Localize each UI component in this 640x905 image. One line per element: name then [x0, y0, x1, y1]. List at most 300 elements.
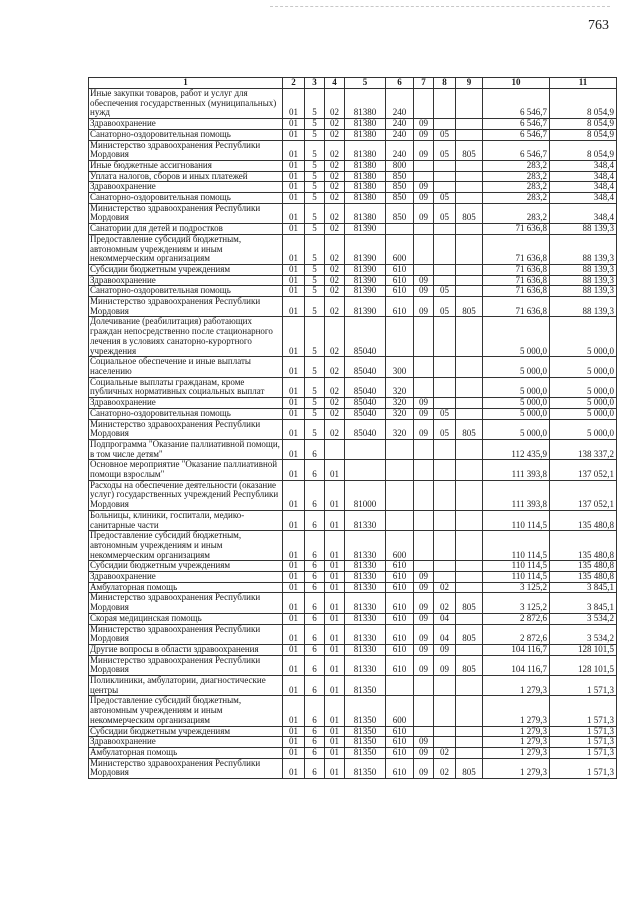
- cell-expense-type: 320: [386, 419, 414, 439]
- cell-program: 5: [305, 129, 325, 140]
- cell-section: 09: [414, 398, 434, 409]
- cell-subprogram: 02: [325, 357, 345, 377]
- cell-amount-2021: 138 337,2: [550, 439, 617, 459]
- cell-program: 5: [305, 140, 325, 160]
- cell-subsection: [434, 89, 456, 119]
- cell-direction: 81330: [345, 531, 386, 561]
- cell-section: 09: [414, 582, 434, 593]
- cell-department: [456, 480, 483, 510]
- cell-section: [414, 510, 434, 530]
- cell-subprogram: 02: [325, 160, 345, 171]
- budget-table: [88, 77, 617, 779]
- row-label: Предоставление субсидий бюджетным, автономным учреждениям и иным некоммерческим организациям: [89, 234, 283, 264]
- cell-ministry: 01: [283, 624, 305, 644]
- cell-subprogram: 02: [325, 317, 345, 357]
- cell-expense-type: 600: [386, 531, 414, 561]
- table-row: [89, 758, 617, 778]
- cell-subprogram: 01: [325, 531, 345, 561]
- cell-program: 5: [305, 297, 325, 317]
- cell-subsection: 02: [434, 758, 456, 778]
- cell-expense-type: 240: [386, 119, 414, 130]
- row-label: Здравоохранение: [89, 737, 283, 748]
- cell-direction: 81350: [345, 726, 386, 737]
- cell-subprogram: 01: [325, 582, 345, 593]
- cell-program: 5: [305, 286, 325, 297]
- cell-program: 5: [305, 160, 325, 171]
- cell-section: [414, 480, 434, 510]
- cell-amount-2020: 110 114,5: [483, 572, 550, 583]
- cell-program: 6: [305, 582, 325, 593]
- cell-subsection: [434, 572, 456, 583]
- cell-ministry: 01: [283, 224, 305, 235]
- table-row: [89, 624, 617, 644]
- row-label: Здравоохранение: [89, 275, 283, 286]
- cell-ministry: 01: [283, 357, 305, 377]
- cell-amount-2020: 5 000,0: [483, 408, 550, 419]
- cell-expense-type: 600: [386, 696, 414, 726]
- cell-section: 09: [414, 613, 434, 624]
- cell-section: 09: [414, 655, 434, 675]
- cell-direction: 81000: [345, 480, 386, 510]
- row-label: Предоставление субсидий бюджетным, автономным учреждениям и иным некоммерческим организациям: [89, 696, 283, 726]
- cell-ministry: 01: [283, 561, 305, 572]
- cell-section: 09: [414, 193, 434, 204]
- cell-section: [414, 160, 434, 171]
- cell-amount-2021: 135 480,8: [550, 572, 617, 583]
- cell-program: 5: [305, 193, 325, 204]
- row-label: Министерство здравоохранения Республики Мордовия: [89, 140, 283, 160]
- cell-section: 09: [414, 624, 434, 644]
- cell-expense-type: 610: [386, 748, 414, 759]
- cell-department: [456, 357, 483, 377]
- cell-expense-type: [386, 480, 414, 510]
- cell-expense-type: 600: [386, 234, 414, 264]
- cell-amount-2021: 88 139,3: [550, 234, 617, 264]
- cell-department: [456, 561, 483, 572]
- table-row: [89, 419, 617, 439]
- cell-subprogram: 01: [325, 676, 345, 696]
- cell-amount-2020: 6 546,7: [483, 119, 550, 130]
- row-label: Здравоохранение: [89, 572, 283, 583]
- cell-direction: 81390: [345, 234, 386, 264]
- cell-direction: 81330: [345, 644, 386, 655]
- cell-program: 6: [305, 439, 325, 459]
- cell-expense-type: [386, 676, 414, 696]
- cell-expense-type: 300: [386, 357, 414, 377]
- cell-department: 805: [456, 593, 483, 613]
- cell-amount-2021: 135 480,8: [550, 531, 617, 561]
- cell-ministry: 01: [283, 758, 305, 778]
- cell-amount-2020: 5 000,0: [483, 398, 550, 409]
- cell-amount-2020: 1 279,3: [483, 696, 550, 726]
- row-label: Субсидии бюджетным учреждениям: [89, 264, 283, 275]
- cell-amount-2020: 6 546,7: [483, 140, 550, 160]
- cell-amount-2020: 71 636,8: [483, 286, 550, 297]
- cell-subsection: [434, 480, 456, 510]
- cell-amount-2021: 1 571,3: [550, 737, 617, 748]
- cell-subprogram: 02: [325, 234, 345, 264]
- cell-expense-type: 800: [386, 160, 414, 171]
- cell-amount-2020: 104 116,7: [483, 655, 550, 675]
- cell-expense-type: 850: [386, 203, 414, 223]
- cell-department: [456, 275, 483, 286]
- cell-amount-2020: 283,2: [483, 160, 550, 171]
- row-label: Министерство здравоохранения Республики Мордовия: [89, 655, 283, 675]
- row-label: Министерство здравоохранения Республики Мордовия: [89, 419, 283, 439]
- cell-department: [456, 696, 483, 726]
- cell-subprogram: 01: [325, 655, 345, 675]
- cell-direction: 81380: [345, 171, 386, 182]
- cell-direction: 81330: [345, 593, 386, 613]
- table-row: [89, 737, 617, 748]
- cell-department: [456, 182, 483, 193]
- cell-program: 5: [305, 419, 325, 439]
- cell-expense-type: 610: [386, 624, 414, 644]
- cell-subprogram: 02: [325, 171, 345, 182]
- cell-subsection: 05: [434, 129, 456, 140]
- cell-subsection: [434, 182, 456, 193]
- cell-section: 09: [414, 644, 434, 655]
- row-label: Подпрограмма "Оказание паллиативной помощи, в том числе детям": [89, 439, 283, 459]
- cell-subsection: [434, 561, 456, 572]
- cell-direction: 81390: [345, 264, 386, 275]
- cell-direction: 81380: [345, 119, 386, 130]
- row-label: Долечивание (реабилитация) работающих граждан непосредственно после стационарного лечения в условиях санаторно-курортного учреждения: [89, 317, 283, 357]
- row-label: Санаторно-оздоровительная помощь: [89, 408, 283, 419]
- cell-subprogram: 01: [325, 460, 345, 480]
- cell-program: 6: [305, 510, 325, 530]
- cell-subsection: [434, 439, 456, 459]
- cell-amount-2021: 8 054,9: [550, 140, 617, 160]
- cell-amount-2020: 3 125,2: [483, 593, 550, 613]
- cell-department: [456, 572, 483, 583]
- cell-amount-2020: 71 636,8: [483, 224, 550, 235]
- cell-direction: 81380: [345, 203, 386, 223]
- table-row: [89, 655, 617, 675]
- cell-subprogram: 02: [325, 182, 345, 193]
- row-label: Основное мероприятие "Оказание паллиативной помощи взрослым": [89, 460, 283, 480]
- cell-direction: 81390: [345, 286, 386, 297]
- cell-expense-type: 320: [386, 377, 414, 397]
- cell-amount-2020: 283,2: [483, 203, 550, 223]
- cell-subprogram: 02: [325, 89, 345, 119]
- cell-section: [414, 377, 434, 397]
- table-row: [89, 593, 617, 613]
- cell-expense-type: 240: [386, 140, 414, 160]
- table-row: [89, 561, 617, 572]
- table-row: [89, 275, 617, 286]
- column-header: 2: [283, 78, 305, 89]
- cell-department: [456, 510, 483, 530]
- cell-amount-2021: 128 101,5: [550, 655, 617, 675]
- cell-ministry: 01: [283, 160, 305, 171]
- cell-amount-2021: 135 480,8: [550, 561, 617, 572]
- cell-department: [456, 377, 483, 397]
- cell-section: [414, 726, 434, 737]
- cell-program: 5: [305, 408, 325, 419]
- cell-section: [414, 317, 434, 357]
- cell-ministry: 01: [283, 655, 305, 675]
- cell-ministry: 01: [283, 439, 305, 459]
- cell-program: 6: [305, 531, 325, 561]
- cell-department: [456, 129, 483, 140]
- cell-department: [456, 286, 483, 297]
- cell-expense-type: 610: [386, 726, 414, 737]
- cell-program: 6: [305, 676, 325, 696]
- column-header: 11: [550, 78, 617, 89]
- cell-department: [456, 676, 483, 696]
- cell-direction: [345, 439, 386, 459]
- cell-subsection: 05: [434, 408, 456, 419]
- cell-ministry: 01: [283, 119, 305, 130]
- cell-amount-2020: 283,2: [483, 182, 550, 193]
- table-row: [89, 203, 617, 223]
- cell-section: 09: [414, 419, 434, 439]
- cell-amount-2020: 110 114,5: [483, 561, 550, 572]
- cell-ministry: 01: [283, 419, 305, 439]
- cell-direction: 81350: [345, 676, 386, 696]
- cell-ministry: 01: [283, 129, 305, 140]
- cell-amount-2020: 110 114,5: [483, 510, 550, 530]
- cell-ministry: 01: [283, 408, 305, 419]
- cell-department: [456, 460, 483, 480]
- cell-direction: 81350: [345, 748, 386, 759]
- cell-subsection: [434, 224, 456, 235]
- cell-ministry: 01: [283, 89, 305, 119]
- table-row: [89, 510, 617, 530]
- cell-department: [456, 160, 483, 171]
- cell-department: [456, 398, 483, 409]
- cell-expense-type: 610: [386, 737, 414, 748]
- table-row: [89, 460, 617, 480]
- cell-program: 6: [305, 572, 325, 583]
- column-header: 6: [386, 78, 414, 89]
- cell-amount-2020: 5 000,0: [483, 419, 550, 439]
- cell-subsection: 09: [434, 655, 456, 675]
- cell-amount-2021: 5 000,0: [550, 419, 617, 439]
- cell-section: [414, 89, 434, 119]
- cell-amount-2020: 1 279,3: [483, 726, 550, 737]
- cell-ministry: 01: [283, 286, 305, 297]
- cell-amount-2021: 88 139,3: [550, 286, 617, 297]
- cell-amount-2021: 8 054,9: [550, 119, 617, 130]
- cell-section: [414, 676, 434, 696]
- cell-department: 805: [456, 758, 483, 778]
- cell-expense-type: [386, 439, 414, 459]
- cell-expense-type: [386, 317, 414, 357]
- cell-department: [456, 224, 483, 235]
- cell-direction: 85040: [345, 398, 386, 409]
- cell-program: 6: [305, 737, 325, 748]
- cell-direction: 81330: [345, 582, 386, 593]
- table-row: [89, 89, 617, 119]
- cell-program: 6: [305, 655, 325, 675]
- table-row: [89, 748, 617, 759]
- cell-section: 09: [414, 758, 434, 778]
- cell-expense-type: [386, 460, 414, 480]
- cell-program: 5: [305, 317, 325, 357]
- cell-direction: 81330: [345, 561, 386, 572]
- table-row: [89, 119, 617, 130]
- scan-top-line: [270, 6, 610, 7]
- cell-department: [456, 264, 483, 275]
- cell-direction: 81390: [345, 297, 386, 317]
- cell-subprogram: [325, 439, 345, 459]
- cell-subprogram: 02: [325, 140, 345, 160]
- cell-amount-2021: 8 054,9: [550, 129, 617, 140]
- row-label: Амбулаторная помощь: [89, 582, 283, 593]
- cell-amount-2021: 88 139,3: [550, 297, 617, 317]
- cell-subsection: 05: [434, 419, 456, 439]
- table-row: [89, 160, 617, 171]
- cell-amount-2021: 5 000,0: [550, 317, 617, 357]
- cell-subprogram: 02: [325, 408, 345, 419]
- cell-direction: 81330: [345, 624, 386, 644]
- cell-ministry: 01: [283, 398, 305, 409]
- cell-department: [456, 317, 483, 357]
- cell-amount-2021: 3 534,2: [550, 624, 617, 644]
- cell-department: [456, 531, 483, 561]
- table-row: [89, 572, 617, 583]
- cell-direction: [345, 460, 386, 480]
- cell-amount-2020: 3 125,2: [483, 582, 550, 593]
- cell-ministry: 01: [283, 726, 305, 737]
- cell-amount-2020: 71 636,8: [483, 275, 550, 286]
- cell-subsection: 09: [434, 644, 456, 655]
- table-row: [89, 613, 617, 624]
- cell-amount-2021: 137 052,1: [550, 460, 617, 480]
- column-header: 4: [325, 78, 345, 89]
- cell-direction: 81350: [345, 758, 386, 778]
- table-row: [89, 439, 617, 459]
- cell-program: 5: [305, 224, 325, 235]
- cell-department: [456, 119, 483, 130]
- cell-subsection: [434, 357, 456, 377]
- cell-section: 09: [414, 572, 434, 583]
- cell-amount-2020: 111 393,8: [483, 460, 550, 480]
- row-label: Социальные выплаты гражданам, кроме публичных нормативных социальных выплат: [89, 377, 283, 397]
- cell-ministry: 01: [283, 460, 305, 480]
- cell-direction: 81330: [345, 510, 386, 530]
- row-label: Субсидии бюджетным учреждениям: [89, 726, 283, 737]
- cell-amount-2021: 1 571,3: [550, 676, 617, 696]
- cell-section: 09: [414, 408, 434, 419]
- cell-program: 5: [305, 203, 325, 223]
- cell-direction: 81380: [345, 193, 386, 204]
- cell-section: [414, 357, 434, 377]
- cell-subprogram: 01: [325, 644, 345, 655]
- cell-amount-2021: 348,4: [550, 160, 617, 171]
- cell-ministry: 01: [283, 510, 305, 530]
- row-label: Субсидии бюджетным учреждениям: [89, 561, 283, 572]
- cell-program: 6: [305, 748, 325, 759]
- cell-ministry: 01: [283, 234, 305, 264]
- cell-subprogram: 01: [325, 480, 345, 510]
- cell-program: 5: [305, 398, 325, 409]
- cell-amount-2020: 5 000,0: [483, 357, 550, 377]
- cell-ministry: 01: [283, 572, 305, 583]
- cell-ministry: 01: [283, 531, 305, 561]
- cell-expense-type: 610: [386, 572, 414, 583]
- cell-subsection: [434, 234, 456, 264]
- cell-expense-type: 610: [386, 593, 414, 613]
- cell-subsection: 02: [434, 593, 456, 613]
- cell-amount-2021: 5 000,0: [550, 377, 617, 397]
- cell-amount-2020: 104 116,7: [483, 644, 550, 655]
- cell-subprogram: 02: [325, 286, 345, 297]
- table-row: [89, 398, 617, 409]
- cell-section: 09: [414, 129, 434, 140]
- cell-section: [414, 696, 434, 726]
- cell-expense-type: 610: [386, 655, 414, 675]
- cell-direction: 81330: [345, 613, 386, 624]
- cell-amount-2020: 1 279,3: [483, 737, 550, 748]
- cell-direction: 81390: [345, 275, 386, 286]
- table-row: [89, 264, 617, 275]
- cell-expense-type: 240: [386, 129, 414, 140]
- column-header: 1: [89, 78, 283, 89]
- cell-subprogram: 01: [325, 748, 345, 759]
- cell-department: [456, 234, 483, 264]
- cell-amount-2020: 6 546,7: [483, 89, 550, 119]
- cell-program: 5: [305, 234, 325, 264]
- table-row: [89, 224, 617, 235]
- cell-subprogram: 02: [325, 203, 345, 223]
- cell-program: 6: [305, 613, 325, 624]
- cell-subsection: [434, 726, 456, 737]
- cell-department: [456, 737, 483, 748]
- cell-amount-2021: 128 101,5: [550, 644, 617, 655]
- row-label: Скорая медицинская помощь: [89, 613, 283, 624]
- cell-subsection: [434, 398, 456, 409]
- cell-ministry: 01: [283, 193, 305, 204]
- cell-subprogram: 01: [325, 613, 345, 624]
- cell-expense-type: 850: [386, 182, 414, 193]
- row-label: Уплата налогов, сборов и иных платежей: [89, 171, 283, 182]
- table-row: [89, 408, 617, 419]
- cell-expense-type: 610: [386, 613, 414, 624]
- cell-subsection: [434, 171, 456, 182]
- cell-expense-type: 610: [386, 644, 414, 655]
- cell-direction: 81350: [345, 737, 386, 748]
- row-label: Иные закупки товаров, работ и услуг для обеспечения государственных (муниципальных) нужд: [89, 89, 283, 119]
- cell-section: [414, 531, 434, 561]
- cell-direction: 81390: [345, 224, 386, 235]
- cell-subsection: 02: [434, 748, 456, 759]
- cell-expense-type: 240: [386, 89, 414, 119]
- table-row: [89, 234, 617, 264]
- cell-amount-2020: 110 114,5: [483, 531, 550, 561]
- cell-program: 5: [305, 357, 325, 377]
- cell-program: 6: [305, 696, 325, 726]
- row-label: Здравоохранение: [89, 182, 283, 193]
- cell-program: 5: [305, 377, 325, 397]
- cell-amount-2020: 71 636,8: [483, 297, 550, 317]
- cell-section: [414, 224, 434, 235]
- cell-expense-type: 610: [386, 297, 414, 317]
- column-header: 10: [483, 78, 550, 89]
- cell-department: [456, 582, 483, 593]
- cell-department: [456, 193, 483, 204]
- cell-ministry: 01: [283, 171, 305, 182]
- cell-department: [456, 613, 483, 624]
- cell-department: [456, 171, 483, 182]
- cell-section: 09: [414, 140, 434, 160]
- cell-amount-2021: 88 139,3: [550, 224, 617, 235]
- cell-subprogram: 02: [325, 129, 345, 140]
- table-row: [89, 480, 617, 510]
- cell-expense-type: 850: [386, 193, 414, 204]
